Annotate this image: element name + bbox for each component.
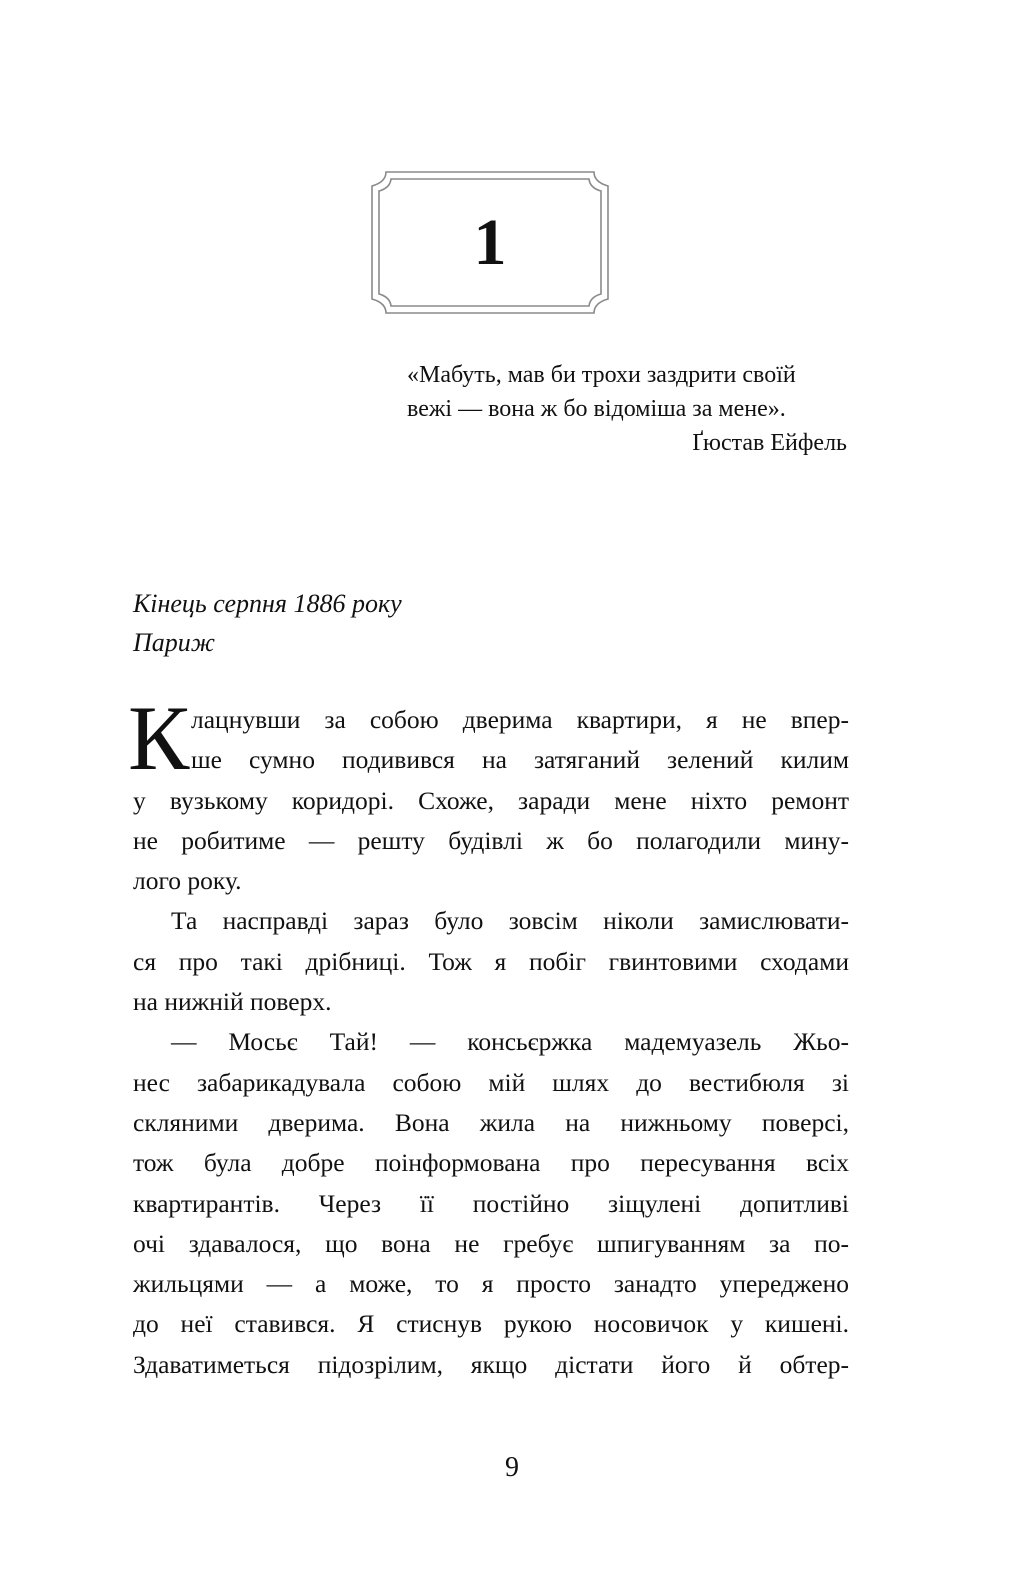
chapter-number: 1: [473, 206, 507, 279]
text-line: ше сумно подивився на затяганий зелений килим: [191, 745, 849, 775]
epigraph-line: вежі — вона ж бо відоміша за мене».: [407, 396, 786, 422]
epigraph-line: «Мабуть, мав би трохи заздрити своїй: [407, 362, 796, 388]
drop-cap: К: [128, 687, 190, 789]
text-line: жильцями — а може, то я просто занадто упереджено: [133, 1269, 849, 1299]
setting-place: Париж: [133, 628, 215, 657]
text-line: Та насправді зараз було зовсім ніколи замислювати-: [171, 906, 849, 936]
epigraph: [407, 358, 847, 456]
body-text: [133, 700, 849, 1385]
text-line: у вузькому коридорі. Схоже, заради мене ніхто ремонт: [133, 785, 849, 815]
text-line: ся про такі дрібниці. Тож я побіг гвинтовими сходами: [133, 946, 849, 976]
text-line: на нижній поверх.: [133, 987, 332, 1017]
text-line: Здаватиметься підозрілим, якщо дістати його й обтер-: [133, 1349, 849, 1379]
page-number: 9: [505, 1452, 519, 1483]
text-line: лацнувши за собою дверима квартири, я не впер-: [191, 705, 849, 734]
text-line: нес забарикадувала собою мій шлях до вестибюля зі: [133, 1067, 849, 1097]
text-line: лого року.: [133, 866, 242, 896]
chapter-setting: [133, 584, 402, 662]
text-line: квартирантів. Через її постійно зіщулені допитливі: [133, 1188, 849, 1218]
chapter-number-frame: [370, 170, 610, 315]
text-line: очі здавалося, що вона не гребує шпигуванням за по-: [133, 1228, 849, 1258]
text-line: скляними дверима. Вона жила на нижньому поверсі,: [133, 1107, 849, 1137]
text-line: — Мосьє Тай! — консьєржка мадемуазель Жьо-: [171, 1027, 849, 1057]
epigraph-author: Ґюстав Ейфель: [692, 430, 847, 456]
setting-date: Кінець серпня 1886 року: [133, 589, 402, 618]
text-line: тож була добре поінформована про пересування всіх: [133, 1148, 849, 1178]
text-line: до неї ставився. Я стиснув рукою носовичок у кишені.: [133, 1309, 849, 1339]
text-line: не робитиме — решту будівлі ж бо полагодили мину-: [133, 825, 849, 855]
